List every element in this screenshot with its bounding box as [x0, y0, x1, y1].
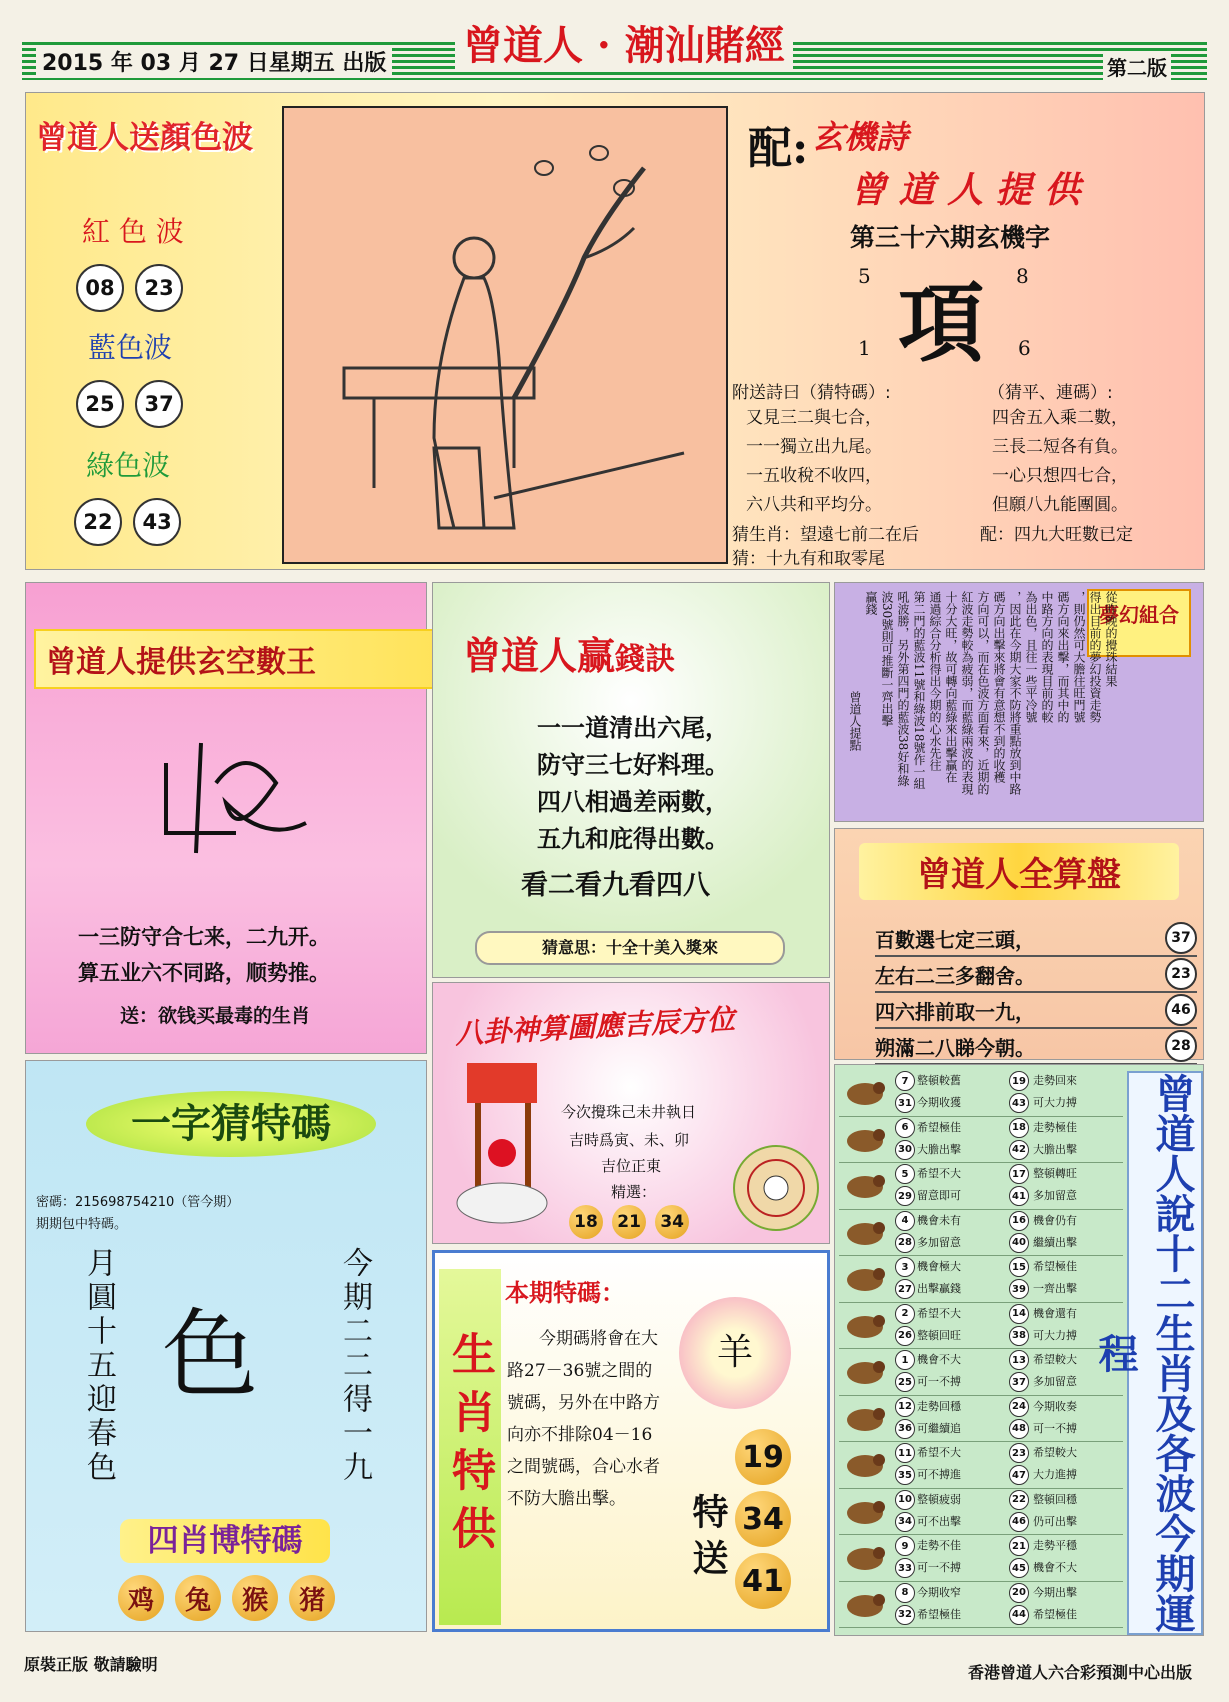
- yizi-left-text: 月圓十五迎春色: [81, 1247, 116, 1485]
- woman-tree-drawing: [284, 108, 726, 562]
- zodiac-text-2: 今期收獲: [917, 1096, 961, 1109]
- poem-panel: [730, 100, 1200, 569]
- zodiac-num-b: 31: [895, 1093, 915, 1113]
- dream-col: 碼方向出擊來將會有意想不到的收穫: [992, 591, 1006, 783]
- zodiac-text-3: 希望較大: [1033, 1446, 1077, 1459]
- dream-col: 贏錢: [864, 591, 878, 615]
- four-xiao-item: 兔: [175, 1575, 221, 1621]
- calc-row: [875, 993, 1197, 1029]
- poem-right-line: 一心只想四七合，: [992, 466, 1128, 486]
- zodiac-row: [839, 1348, 1123, 1396]
- dream-col: 紅波走勢較為疲弱，而藍綠兩波的表現: [960, 591, 974, 795]
- poem-pei: 配:: [748, 123, 809, 174]
- red-wave-nums: [76, 264, 183, 312]
- xuankong-line-1: 一三防守合七来，二九开。: [78, 924, 330, 949]
- calc-row-text: 百數選七定三頭，: [875, 927, 1035, 952]
- zodiac-num-c: 23: [1009, 1443, 1029, 1463]
- zodiac-row: [839, 1116, 1123, 1164]
- calc-row-text: 朔滿二八睇今朝。: [875, 1035, 1035, 1060]
- color-wave-title: 曾道人送顏色波: [36, 120, 253, 156]
- xuankong-line-3: 送：欲钱买最毒的生肖: [120, 1005, 311, 1027]
- win-title-small: 錢訣: [615, 642, 676, 677]
- zodiac-text-2: 大膽出擊: [917, 1142, 961, 1156]
- illustration-woman: [282, 106, 728, 564]
- zodiac-text-3: 整頓回穩: [1033, 1492, 1077, 1506]
- dream-col: 中路方向的表現目前的較: [1040, 591, 1054, 723]
- xuankong-panel: [25, 582, 427, 1054]
- header-date: 2015 年 03 月 27 日星期五 出版: [36, 46, 392, 77]
- zodiac-text-1: 整頓疲弱: [917, 1492, 961, 1506]
- zodiac-num-d: 45: [1009, 1558, 1029, 1578]
- zodiac-text-4: 可大力搏: [1033, 1328, 1077, 1342]
- poem-left-lines: [746, 404, 882, 520]
- zodiac-num-b: 34: [895, 1512, 915, 1532]
- zodiac-num-c: 13: [1009, 1350, 1029, 1370]
- zodiac-text-1: 希望不大: [917, 1446, 961, 1459]
- win-extra: 看二看九看四八: [521, 870, 710, 901]
- zodiac-text-2: 留意即可: [917, 1189, 961, 1202]
- calc-row: [875, 957, 1197, 993]
- zodiac-animal-icon: [843, 1400, 887, 1436]
- zodiac-num-b: 27: [895, 1279, 915, 1299]
- zodiac-num-b: 29: [895, 1186, 915, 1206]
- zodiac-row: [839, 1488, 1123, 1536]
- zodiac-num-a: 3: [895, 1257, 915, 1277]
- dream-col: 從昨晚的攪珠結果: [1104, 591, 1118, 687]
- zodiac-num-d: 47: [1009, 1465, 1029, 1485]
- footer-right: 香港曾道人六合彩預測中心出版: [968, 1663, 1193, 1682]
- zodiac-num-b: 32: [895, 1605, 915, 1625]
- green-wave-label: 綠色波: [86, 449, 171, 482]
- zodiac-num-b: 26: [895, 1326, 915, 1346]
- zodiac-text-2: 可一不搏: [917, 1375, 961, 1388]
- zodiac-text-1: 今期收窄: [917, 1585, 961, 1599]
- zodiac-num-d: 48: [1009, 1419, 1029, 1439]
- bagua-title: 八卦神算圖應吉辰方位: [454, 1002, 736, 1051]
- zodiac-text-2: 出擊贏錢: [917, 1282, 961, 1295]
- zodiac-text-3: 希望極佳: [1033, 1260, 1077, 1273]
- zodiac-animal-icon: [843, 1121, 887, 1157]
- dream-col: 為出色，且往一些平冷號: [1024, 591, 1038, 723]
- zodiac-text-1: 走勢不佳: [917, 1539, 961, 1552]
- special-balls: [735, 1429, 827, 1609]
- zodiac-num-d: 39: [1009, 1279, 1029, 1299]
- zodiac-num-d: 42: [1009, 1140, 1029, 1160]
- yizi-secret: 密碼：215698754210（管今期）: [36, 1195, 240, 1210]
- zodiac-text-4: 大力進搏: [1033, 1468, 1077, 1481]
- zodiac-text-4: 仍可出擊: [1033, 1514, 1077, 1528]
- zodiac-text-3: 走勢極佳: [1033, 1120, 1077, 1134]
- zodiac-text-1: 希望不大: [917, 1306, 961, 1320]
- zodiac-num-d: 46: [1009, 1512, 1029, 1532]
- zodiac-text-4: 大膽出擊: [1033, 1142, 1077, 1156]
- zodiac-row: [839, 1255, 1123, 1303]
- blue-num-1: 25: [76, 380, 124, 428]
- dream-text: [847, 591, 1119, 815]
- bagua-wheel-icon: [731, 1143, 821, 1233]
- poem-title-2: 曾 道 人 提 供: [850, 169, 1081, 211]
- zodiac-text-4: 可大力搏: [1033, 1096, 1077, 1109]
- zodiac-animal-icon: [843, 1074, 887, 1110]
- zodiac-row: [839, 1162, 1123, 1210]
- zodiac-animal-icon: [843, 1446, 887, 1482]
- xuankong-handwriting: [156, 723, 316, 873]
- zodiac-num-d: 38: [1009, 1326, 1029, 1346]
- bagua-ball: 34: [655, 1205, 689, 1239]
- zodiac-num-b: 25: [895, 1372, 915, 1392]
- bagua-ball: 21: [612, 1205, 646, 1239]
- red-num-1: 08: [76, 264, 124, 312]
- special-ball: 19: [735, 1429, 791, 1485]
- zodiac-text-3: 走勢回來: [1033, 1074, 1077, 1087]
- win-title-main: 曾道人赢: [463, 633, 616, 678]
- poem-right-line: 但願八九能團圓。: [992, 495, 1128, 515]
- zodiac-text-1: 整頓較舊: [917, 1074, 961, 1087]
- poem-pei-line: 配：四九大旺數已定: [980, 525, 1133, 545]
- yizi-title: 一字猜特碼: [86, 1091, 376, 1157]
- zodiac-text-3: 整頓轉旺: [1033, 1167, 1077, 1180]
- zodiac-text-4: 多加留意: [1033, 1189, 1077, 1202]
- zodiac-animal-icon: [843, 1307, 887, 1343]
- green-num-1: 22: [74, 498, 122, 546]
- zodiac-num-c: 18: [1009, 1118, 1029, 1138]
- color-wave-panel: [30, 98, 270, 558]
- zodiac-text-1: 機會極大: [917, 1260, 961, 1273]
- calc-row-text: 四六排前取一九，: [875, 999, 1035, 1024]
- calc-title: 曾道人全算盤: [859, 843, 1179, 900]
- four-xiao-item: 猴: [232, 1575, 278, 1621]
- poem-right-head: （猜平、連碼）:: [988, 383, 1113, 403]
- yizi-big-char: 色: [162, 1299, 258, 1411]
- zodiac-num-a: 5: [895, 1164, 915, 1184]
- zodiac-num-c: 15: [1009, 1257, 1029, 1277]
- calc-row-num: 28: [1165, 1030, 1197, 1062]
- dream-panel: [834, 582, 1204, 822]
- zodiac-num-a: 7: [895, 1071, 915, 1091]
- win-title: [463, 625, 675, 680]
- poem-guess-zodiac: 猜生肖：望遠七前二在后: [732, 525, 919, 545]
- xuankong-line-2: 算五业六不同路，顺势推。: [78, 960, 330, 985]
- poem-right-line: 三長二短各有負。: [992, 437, 1128, 457]
- four-xiao-item: 鸡: [118, 1575, 164, 1621]
- poem-num-tl: 5: [858, 264, 871, 288]
- dream-col: ，則仍然可大膽往旺門號: [1072, 591, 1086, 723]
- shengxiao-text: 今期碼將會在大路27－36號之間的號碼，另外在中路方向亦不排除04－16之間號碼，合心水者不防大膽出擊。: [507, 1329, 660, 1509]
- zodiac-animal-icon: [843, 1493, 887, 1529]
- dream-col: 方向可以，而在色波方面看來，近期的: [976, 591, 990, 795]
- dream-col: ，因此在今期大家不防將重點放到中路: [1008, 591, 1022, 795]
- bagua-panel: [432, 982, 830, 1244]
- zodiac-animal-icon: [843, 1539, 887, 1575]
- dream-col: 波30號則可推斷一齊出擊: [880, 591, 894, 727]
- zodiac-text-2: 可繼續追: [917, 1421, 961, 1435]
- zodiac-text-1: 希望極佳: [917, 1120, 961, 1134]
- special-send-label: 特送: [687, 1493, 729, 1585]
- zodiac-text-3: 機會還有: [1033, 1306, 1077, 1320]
- bagua-balls: [569, 1205, 689, 1239]
- poem-left-line: 又見三二與七合，: [746, 408, 882, 428]
- zodiac-num-c: 22: [1009, 1490, 1029, 1510]
- zodiac-text-4: 繼續出擊: [1033, 1235, 1077, 1249]
- zodiac-text-4: 一齊出擊: [1033, 1282, 1077, 1295]
- zodiac-row: [839, 1209, 1123, 1257]
- zodiac-text-4: 希望極佳: [1033, 1607, 1077, 1621]
- four-xiao-list: [118, 1575, 335, 1621]
- calc-row: [875, 921, 1197, 957]
- red-num-2: 23: [135, 264, 183, 312]
- poem-title-1: 玄機詩: [812, 118, 909, 156]
- dream-col: 十分大旺，故可轉向藍綠來出擊贏在: [944, 591, 958, 783]
- poem-right-line: 四舍五入乘二數，: [992, 408, 1128, 428]
- poem-left-line: 六八共和平均分。: [746, 495, 882, 515]
- header-title: 曾道人 · 潮汕賭經: [455, 14, 793, 71]
- bagua-ball: 18: [569, 1205, 603, 1239]
- zodiac-num-c: 21: [1009, 1536, 1029, 1556]
- poem-left-line: 一五收稅不收四，: [746, 466, 882, 486]
- zodiac-text-2: 希望極佳: [917, 1607, 961, 1621]
- calc-row-text: 左右二三多翻舍。: [875, 963, 1035, 988]
- zodiac-text-3: 希望較大: [1033, 1353, 1077, 1366]
- poem-issue: 第三十六期玄機字: [850, 223, 1051, 252]
- zodiac-num-b: 36: [895, 1419, 915, 1439]
- win-line: 防守三七好料理。: [537, 750, 729, 779]
- zodiac-animal-icon: [843, 1214, 887, 1250]
- zodiac-num-c: 16: [1009, 1211, 1029, 1231]
- zodiac-num-c: 20: [1009, 1583, 1029, 1603]
- zodiac12-panel: [834, 1064, 1204, 1636]
- dream-col: 第二門的藍波11號和綠波18號作一組: [912, 591, 926, 790]
- four-xiao-item: 猪: [289, 1575, 335, 1621]
- zodiac-text-2: 可一不搏: [917, 1561, 961, 1574]
- dream-badge: 夢幻組合: [1087, 589, 1191, 657]
- shengxiao-subtitle: 本期特碼：: [505, 1278, 625, 1307]
- zodiac-num-d: 40: [1009, 1233, 1029, 1253]
- dream-col: 碼方向來出擊，而其中的: [1056, 591, 1070, 723]
- zodiac-num-c: 24: [1009, 1397, 1029, 1417]
- zodiac-text-3: 走勢平穩: [1033, 1539, 1077, 1552]
- calc-panel: [834, 828, 1204, 1060]
- zodiac-text-1: 機會未有: [917, 1213, 961, 1227]
- win-line: 四八相過差兩數，: [537, 787, 729, 816]
- zodiac-num-b: 33: [895, 1558, 915, 1578]
- zodiac-num-a: 10: [895, 1490, 915, 1510]
- zodiac-text-3: 機會仍有: [1033, 1213, 1077, 1227]
- zodiac-text-4: 多加留意: [1033, 1375, 1077, 1388]
- zodiac-text-4: 可一不搏: [1033, 1421, 1077, 1435]
- win-lines: [537, 709, 729, 857]
- win-panel: [432, 582, 830, 978]
- bagua-line-2: 吉時爲寅、未、卯: [569, 1131, 690, 1149]
- poem-num-tr: 8: [1016, 264, 1029, 288]
- win-line: 一一道清出六尾，: [537, 713, 729, 742]
- zodiac-num-c: 14: [1009, 1304, 1029, 1324]
- bagua-line-4: 精選：: [611, 1183, 657, 1201]
- yizi-right-text: 今期二二得一九: [337, 1247, 372, 1485]
- calc-row: [875, 1029, 1197, 1065]
- zodiac-num-a: 6: [895, 1118, 915, 1138]
- blue-wave-nums: [76, 380, 183, 428]
- win-line: 五九和庇得出數。: [537, 824, 729, 853]
- zodiac-animal-icon: [843, 1167, 887, 1203]
- zodiac-num-d: 41: [1009, 1186, 1029, 1206]
- yizi-panel: [25, 1060, 427, 1632]
- shengxiao-flower: 羊: [679, 1297, 791, 1409]
- zodiac-animal-icon: [843, 1260, 887, 1296]
- general-on-horse-icon: [447, 1053, 557, 1233]
- zodiac-row: [839, 1534, 1123, 1582]
- xuankong-title: 曾道人提供玄空數王: [34, 629, 438, 689]
- calc-row-num: 46: [1165, 994, 1197, 1026]
- zodiac-text-4: 機會不大: [1033, 1561, 1077, 1574]
- zodiac12-vertical-title: 曾道人說十二生肖及各波今期運程: [1127, 1071, 1203, 1635]
- zodiac-text-1: 希望不大: [917, 1167, 961, 1180]
- zodiac-animal-icon: [843, 1353, 887, 1389]
- red-wave-label: 紅 色 波: [82, 215, 184, 248]
- header-edition: 第二版: [1103, 52, 1171, 81]
- bagua-line-1: 今次攪珠己未井執日: [561, 1103, 697, 1121]
- special-ball: 41: [735, 1553, 791, 1609]
- zodiac-text-2: 可不出擊: [917, 1514, 961, 1528]
- poem-right-lines: [992, 404, 1128, 520]
- zodiac-num-b: 28: [895, 1233, 915, 1253]
- zodiac-text-2: 可不搏進: [917, 1468, 961, 1481]
- zodiac-row: [839, 1069, 1123, 1117]
- poem-big-char: 項: [898, 273, 984, 374]
- zodiac-num-a: 11: [895, 1443, 915, 1463]
- zodiac-num-a: 4: [895, 1211, 915, 1231]
- zodiac-text-1: 機會不大: [917, 1353, 961, 1366]
- zodiac-num-b: 35: [895, 1465, 915, 1485]
- poem-left-head: 附送詩曰（猜特碼）:: [732, 383, 891, 403]
- dream-sign: 曾道人提點: [848, 691, 862, 751]
- poem-num-br: 6: [1018, 336, 1031, 360]
- zodiac-num-a: 9: [895, 1536, 915, 1556]
- poem-left-line: 一一獨立出九尾。: [746, 437, 882, 457]
- zodiac-text-1: 走勢回穩: [917, 1399, 961, 1413]
- zodiac-text-2: 整頓回旺: [917, 1328, 961, 1342]
- green-wave-nums: [74, 498, 181, 546]
- blue-wave-label: 藍色波: [88, 331, 173, 364]
- zodiac-text-3: 今期收奏: [1033, 1399, 1077, 1413]
- zodiac-text-3: 今期出擊: [1033, 1585, 1077, 1599]
- zodiac-row: [839, 1441, 1123, 1489]
- zodiac-num-d: 43: [1009, 1093, 1029, 1113]
- zodiac-num-c: 17: [1009, 1164, 1029, 1184]
- blue-num-2: 37: [135, 380, 183, 428]
- zodiac-num-a: 12: [895, 1397, 915, 1417]
- footer-left: 原裝正版 敬請驗明: [24, 1655, 158, 1674]
- green-num-2: 43: [133, 498, 181, 546]
- zodiac-num-a: 1: [895, 1350, 915, 1370]
- calc-row-num: 23: [1165, 958, 1197, 990]
- zodiac-num-a: 2: [895, 1304, 915, 1324]
- zodiac-row: [839, 1395, 1123, 1443]
- dream-col: 吼波勝，另外第四門的藍波38好和綠: [896, 591, 910, 787]
- calc-row-num: 37: [1165, 922, 1197, 954]
- poem-guess2: 猜：十九有和取零尾: [732, 549, 885, 569]
- dream-col: 得出目前的夢幻投資走勢: [1088, 591, 1102, 723]
- shengxiao-panel: [432, 1250, 830, 1632]
- yizi-line-2: 期期包中特碼。: [36, 1217, 128, 1232]
- zodiac-row: [839, 1581, 1123, 1629]
- zodiac-num-c: 19: [1009, 1071, 1029, 1091]
- four-xiao-title: 四肖博特碼: [120, 1519, 330, 1563]
- zodiac-text-2: 多加留意: [917, 1235, 961, 1249]
- shengxiao-vertical-title: 生肖特供: [439, 1269, 501, 1625]
- zodiac-num-b: 30: [895, 1140, 915, 1160]
- bagua-line-3: 吉位正東: [601, 1157, 662, 1175]
- win-hint: 猜意思：十全十美入獎來: [475, 931, 785, 965]
- dream-col: 通過綜合分析得出今期的心水先往: [928, 591, 942, 771]
- zodiac-row: [839, 1302, 1123, 1350]
- poem-num-bl: 1: [858, 336, 871, 360]
- zodiac-num-d: 37: [1009, 1372, 1029, 1392]
- calc-rows: [875, 921, 1197, 1065]
- zodiac-num-a: 8: [895, 1583, 915, 1603]
- special-ball: 34: [735, 1491, 791, 1547]
- zodiac-num-d: 44: [1009, 1605, 1029, 1625]
- zodiac-animal-icon: [843, 1586, 887, 1622]
